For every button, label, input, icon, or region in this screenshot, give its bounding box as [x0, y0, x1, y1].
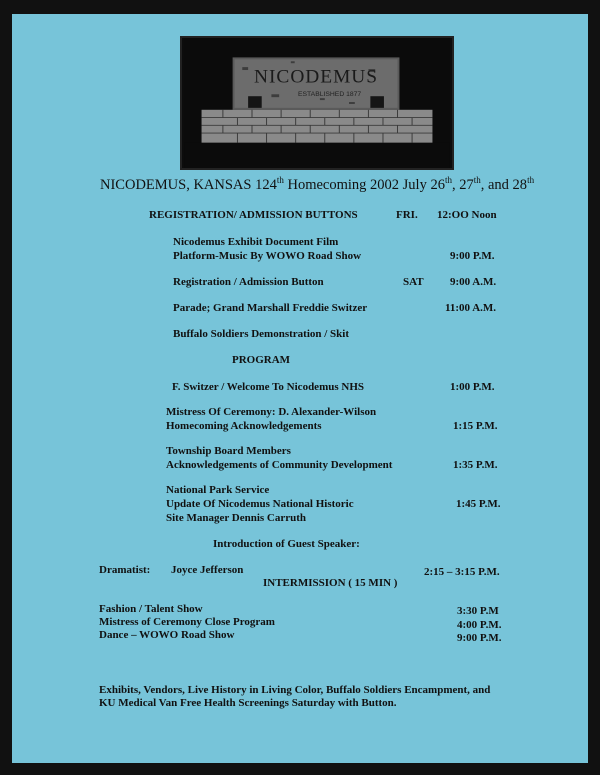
event-exhibit-film: Nicodemus Exhibit Document Film: [173, 236, 339, 248]
program-item-township-time: 1:35 P.M.: [453, 459, 498, 471]
dramatist-name: Joyce Jefferson: [171, 564, 244, 576]
event-close-program-time: 4:00 P.M.: [457, 619, 502, 631]
program-item-welcome-time: 1:00 P.M.: [450, 381, 495, 393]
sign-subtitle: ESTABLISHED 1877: [298, 91, 362, 99]
event-platform-music-time: 9:00 P.M.: [450, 250, 495, 262]
dramatist-label: Dramatist:: [99, 564, 151, 576]
sign-image: [182, 38, 452, 168]
program-item-welcome: F. Switzer / Welcome To Nicodemus NHS: [172, 381, 364, 393]
event-dance-time: 9:00 P.M.: [457, 632, 502, 644]
event-parade: Parade; Grand Marshall Freddie Switzer: [173, 302, 368, 314]
registration-time: 12:OO Noon: [437, 209, 497, 221]
sat-day: SAT: [403, 276, 424, 288]
program-item-nps: National Park Service: [166, 484, 270, 496]
registration-label: REGISTRATION/ ADMISSION BUTTONS: [149, 209, 358, 221]
program-item-community: Acknowledgements of Community Development: [166, 459, 393, 471]
program-item-acknowledgements: Homecoming Acknowledgements: [166, 420, 322, 432]
program-item-mistress-time: 1:15 P.M.: [453, 420, 498, 432]
nicodemus-sign-photo: [180, 36, 454, 170]
program-title: PROGRAM: [232, 354, 291, 366]
page-title: NICODEMUS, KANSAS 124th Homecoming 2002 July 26th, 27th, and 28th: [100, 175, 535, 193]
event-fashion-show-time: 3:30 P.M: [457, 605, 499, 617]
program-item-site-manager: Site Manager Dennis Carruth: [166, 512, 307, 524]
event-buffalo-soldiers: Buffalo Soldiers Demonstration / Skit: [173, 328, 350, 340]
footer-line-1: Exhibits, Vendors, Live History in Living Color, Buffalo Soldiers Encampment, and: [99, 684, 491, 696]
program-item-nps-time: 1:45 P.M.: [456, 498, 501, 510]
event-dance: Dance – WOWO Road Show: [99, 629, 235, 641]
event-fashion-show: Fashion / Talent Show: [99, 603, 203, 615]
program-item-update: Update Of Nicodemus National Historic: [166, 498, 354, 510]
program-item-township: Township Board Members: [166, 445, 291, 457]
program-item-mistress: Mistress Of Ceremony: D. Alexander-Wilson: [166, 406, 377, 418]
dramatist-time: 2:15 – 3:15 P.M.: [424, 566, 500, 578]
event-close-program: Mistress of Ceremony Close Program: [99, 616, 275, 628]
event-parade-time: 11:00 A.M.: [445, 302, 497, 314]
intermission: INTERMISSION ( 15 MIN ): [263, 577, 398, 589]
sat-registration-label: Registration / Admission Button: [173, 276, 324, 288]
sat-registration-time: 9:00 A.M.: [450, 276, 497, 288]
registration-day: FRI.: [396, 209, 418, 221]
guest-speaker-intro: Introduction of Guest Speaker:: [213, 538, 360, 550]
sign-title: NICODEMUS: [254, 66, 379, 88]
event-platform-music: Platform-Music By WOWO Road Show: [173, 250, 362, 262]
footer-line-2: KU Medical Van Free Health Screenings Saturday with Button.: [99, 697, 397, 709]
